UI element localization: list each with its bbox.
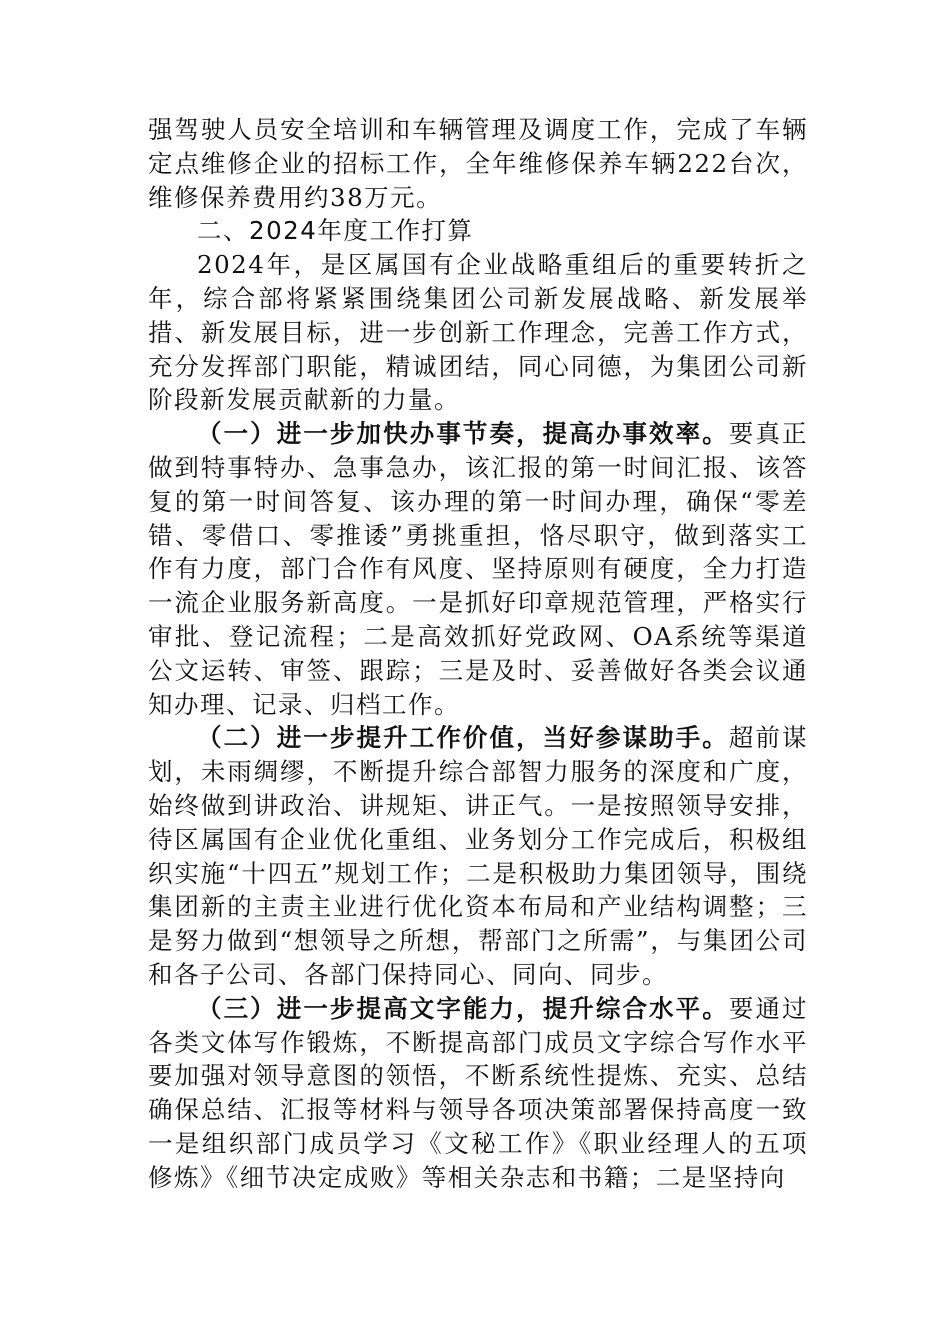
item-3-lead: （三）进一步提高文字能力，提升综合水平。 [197,993,729,1023]
item-3-body: 要通过各类文体写作锻炼，不断提高部门成员文字综合写作水平要加强对领导意图的领悟，不断系统性提炼、充实、总结确保总结、汇报等材料与领导各项决策部署保持高度一致一是组织部门成员学习《文秘工作》《职业经理人的五项修炼》《细节决定成败》等相关杂志和书籍；二是坚持向 [148,993,809,1192]
item-1-lead: （一）进一步加快办事节奏，提高办事效率。 [197,419,729,449]
item-1-paragraph [148,417,808,721]
item-1-body: 要真正做到特事特办、急事急办，该汇报的第一时间汇报、该答复的第一时间答复、该办理的第一时间办理，确保“零差错、零借口、零推诿”勇挑重担，恪尽职守，做到落实工作有力度，部门合作有风度、坚持原则有硬度，全力打造一流企业服务新高度。一是抓好印章规范管理，严格实行审批、登记流程；二是高效抓好党政网、OA系统等渠道公文运转、审签、跟踪；三是及时、妥善做好各类会议通知办理、记录、归档工作。 [148,419,809,719]
item-2-body: 超前谋划，未雨绸缪，不断提升综合部智力服务的深度和广度，始终做到讲政治、讲规矩、讲正气。一是按照领导安排，待区属国有企业优化重组、业务划分工作完成后，积极组织实施“十四五”规划工作；二是积极助力集团领导，围绕集团新的主责主业进行优化资本布局和产业结构调整；三是努力做到“想领导之所想，帮部门之所需”，与集团公司和各子公司、各部门保持同心、同向、同步。 [148,723,809,989]
item-2-lead: （二）进一步提升工作价值，当好参谋助手。 [197,723,729,753]
item-2-paragraph [148,721,808,991]
intro-paragraph: 2024年，是区属国有企业战略重组后的重要转折之年，综合部将紧紧围绕集团公司新发展战略、新发展举措、新发展目标，进一步创新工作理念，完善工作方式，充分发挥部门职能，精诚团结，同心同德，为集团公司新阶段新发展贡献新的力量。 [148,250,808,415]
section-heading: 二、2024年度工作打算 [197,216,474,246]
continued-paragraph: 强驾驶人员安全培训和车辆管理及调度工作，完成了车辆定点维修企业的招标工作，全年维修保养车辆222台次，维修保养费用约38万元。 [148,115,808,212]
item-3-paragraph [148,992,808,1195]
document-body [148,113,808,1195]
